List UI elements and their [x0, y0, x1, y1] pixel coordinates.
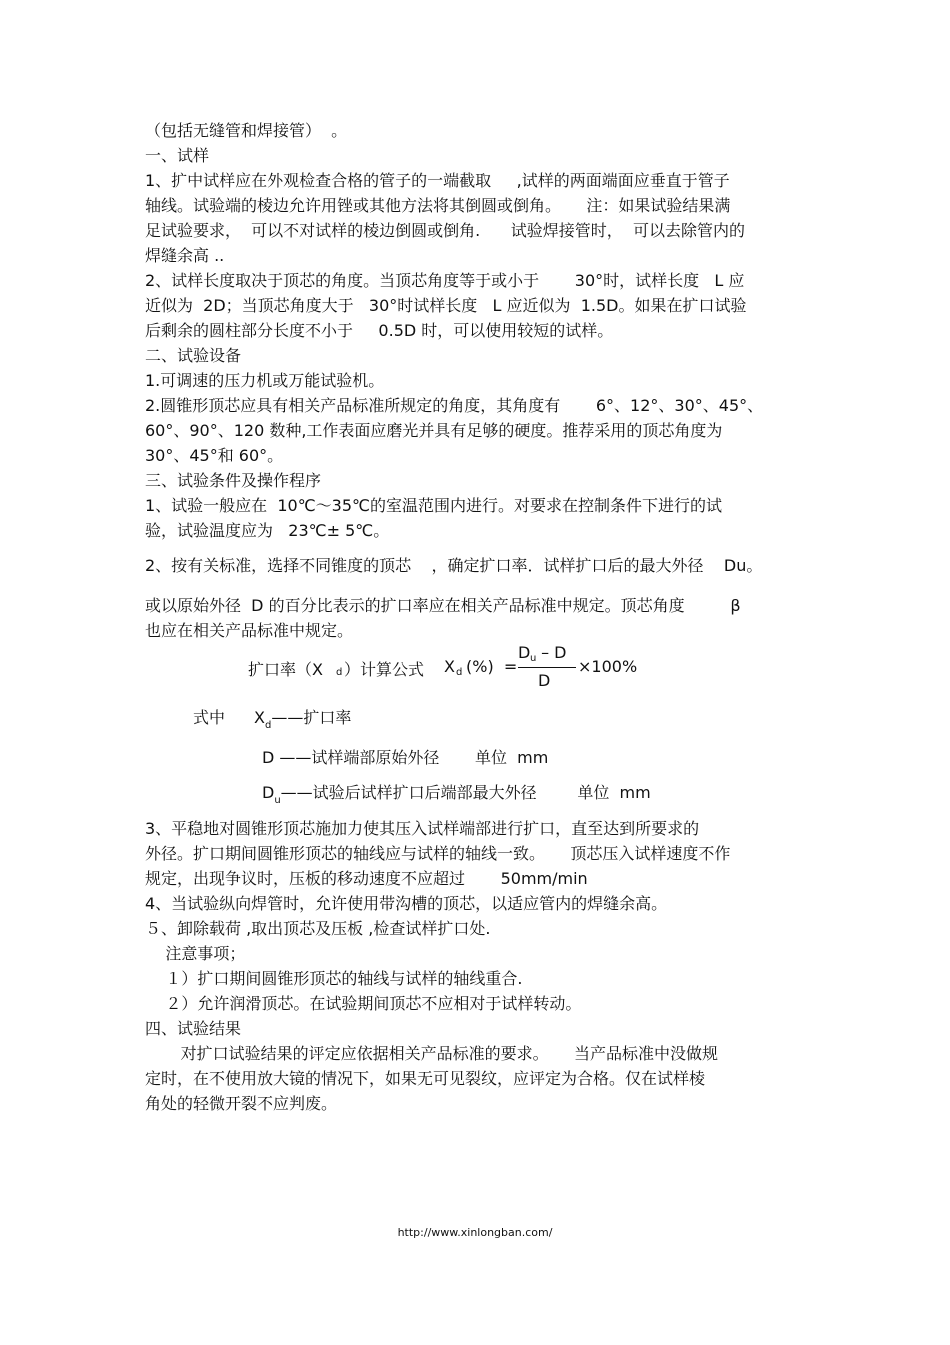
definitions-intro: 式中: [193, 708, 226, 727]
section-heading-specimen: 一、试样: [145, 146, 210, 165]
paragraph-line: 外径。扩口期间圆锥形顶芯的轴线应与试样的轴线一致。 顶芯压入试样速度不作: [145, 844, 731, 863]
formula-numerator-end: – D: [536, 643, 567, 662]
intro-line: （包括无缝管和焊接管） 。: [145, 121, 348, 140]
paragraph-line: 或以原始外径 D 的百分比表示的扩口率应在相关产品标准中规定。顶芯角度 β: [145, 596, 741, 615]
paragraph-line: 对扩口试验结果的评定应依据相关产品标准的要求。 当产品标准中没做规: [145, 1044, 719, 1063]
paragraph-line: 3、平稳地对圆锥形顶芯施加力使其压入试样端部进行扩口，直至达到所要求的: [145, 819, 700, 838]
paragraph-line: 验，试验温度应为 23℃± 5℃。: [145, 521, 390, 540]
section-heading-results: 四、试验结果: [145, 1019, 242, 1038]
paragraph-line: 4、当试验纵向焊管时，允许使用带沟槽的顶芯，以适应管内的焊缝余高。: [145, 894, 668, 913]
paragraph-line: 60°、90°、120 数种,工作表面应磨光并具有足够的硬度。推荐采用的顶芯角度为: [145, 421, 723, 440]
notes-heading: 注意事项；: [145, 944, 246, 963]
paragraph-line: 1.可调速的压力机或万能试验机。: [145, 371, 385, 390]
definition-du-symbol: D: [262, 783, 275, 802]
formula-denominator: D: [538, 671, 551, 690]
paragraph-line: 2、试样长度取决于顶芯的角度。当顶芯角度等于或小于 30°时，试样长度 L 应: [145, 271, 745, 290]
section-heading-conditions: 三、试验条件及操作程序: [145, 471, 322, 490]
paragraph-line: 也应在相关产品标准中规定。: [145, 621, 354, 640]
definition-d: D ——试样端部原始外径 单位 mm: [262, 748, 549, 767]
formula-multiplier: ×100%: [578, 657, 638, 676]
paragraph-line: 后剩余的圆柱部分长度不小于 0.5D 时，可以使用较短的试样。: [145, 321, 614, 340]
paragraph-line: 轴线。试验端的棱边允许用锉或其他方法将其倒圆或倒角。 注：如果试验结果满: [145, 196, 731, 215]
paragraph-line: 角处的轻微开裂不应判废。: [145, 1094, 338, 1113]
definition-xd-text: ——扩口率: [271, 708, 352, 727]
paragraph-line: 2.圆锥形顶芯应具有相关产品标准所规定的角度，其角度有 6°、12°、30°、45°、: [145, 396, 764, 415]
paragraph-line: 1、扩中试样应在外观检查合格的管子的一端截取 ,试样的两面端面应垂直于管子: [145, 171, 730, 190]
fraction-bar: [518, 667, 576, 668]
section-heading-equipment: 二、试验设备: [145, 346, 242, 365]
paragraph-line: ５、卸除载荷 ,取出顶芯及压板 ,检查试样扩口处.: [145, 919, 491, 938]
paragraph-line: 足试验要求， 可以不对试样的棱边倒圆或倒角. 试验焊接管时， 可以去除管内的: [145, 221, 745, 240]
definition-du-text: ——试验后试样扩口后端部最大外径 单位 mm: [280, 783, 651, 802]
formula-numerator-subscript: u: [530, 653, 537, 664]
formula-label-subscript: d: [336, 667, 343, 678]
paragraph-line: 30°、45°和 60°。: [145, 446, 284, 465]
formula-label-end: ）计算公式: [344, 660, 425, 679]
definition-du: [262, 780, 651, 806]
definition-xd-subscript: d: [264, 720, 272, 731]
definition-xd: [254, 705, 352, 731]
paragraph-line: 规定，出现争议时，压板的移动速度不应超过 50mm/min: [145, 869, 588, 888]
footer-url[interactable]: http://www.xinlongban.com/: [397, 1226, 553, 1239]
paragraph-line: 2、按有关标准，选择不同锥度的顶芯 ，确定扩口率．试样扩口后的最大外径 Du。: [145, 556, 763, 575]
note-item: ２）允许润滑顶芯。在试验期间顶芯不应相对于试样转动。: [145, 994, 582, 1013]
definition-du-subscript: u: [274, 795, 281, 806]
paragraph-line: 焊缝余高 ..: [145, 246, 225, 265]
formula-lhs: X: [444, 657, 455, 676]
paragraph-line: 1、试验一般应在 10℃～35℃的室温范围内进行。对要求在控制条件下进行的试: [145, 496, 723, 515]
paragraph-line: 近似为 2D；当顶芯角度大于 30°时试样长度 L 应近似为 1.5D。如果在扩口试验: [145, 296, 747, 315]
definition-xd-symbol: X: [254, 708, 265, 727]
formula-lhs-subscript: d: [456, 667, 463, 678]
note-item: １）扩口期间圆锥形顶芯的轴线与试样的轴线重合.: [145, 969, 523, 988]
formula-label: 扩口率（X: [248, 660, 323, 679]
flare-ratio-formula: [248, 643, 668, 693]
formula-numerator: D: [518, 643, 531, 662]
paragraph-line: 定时，在不使用放大镜的情况下，如果无可见裂纹，应评定为合格。仅在试样棱: [145, 1069, 706, 1088]
formula-lhs-end: (%) =: [466, 657, 518, 676]
